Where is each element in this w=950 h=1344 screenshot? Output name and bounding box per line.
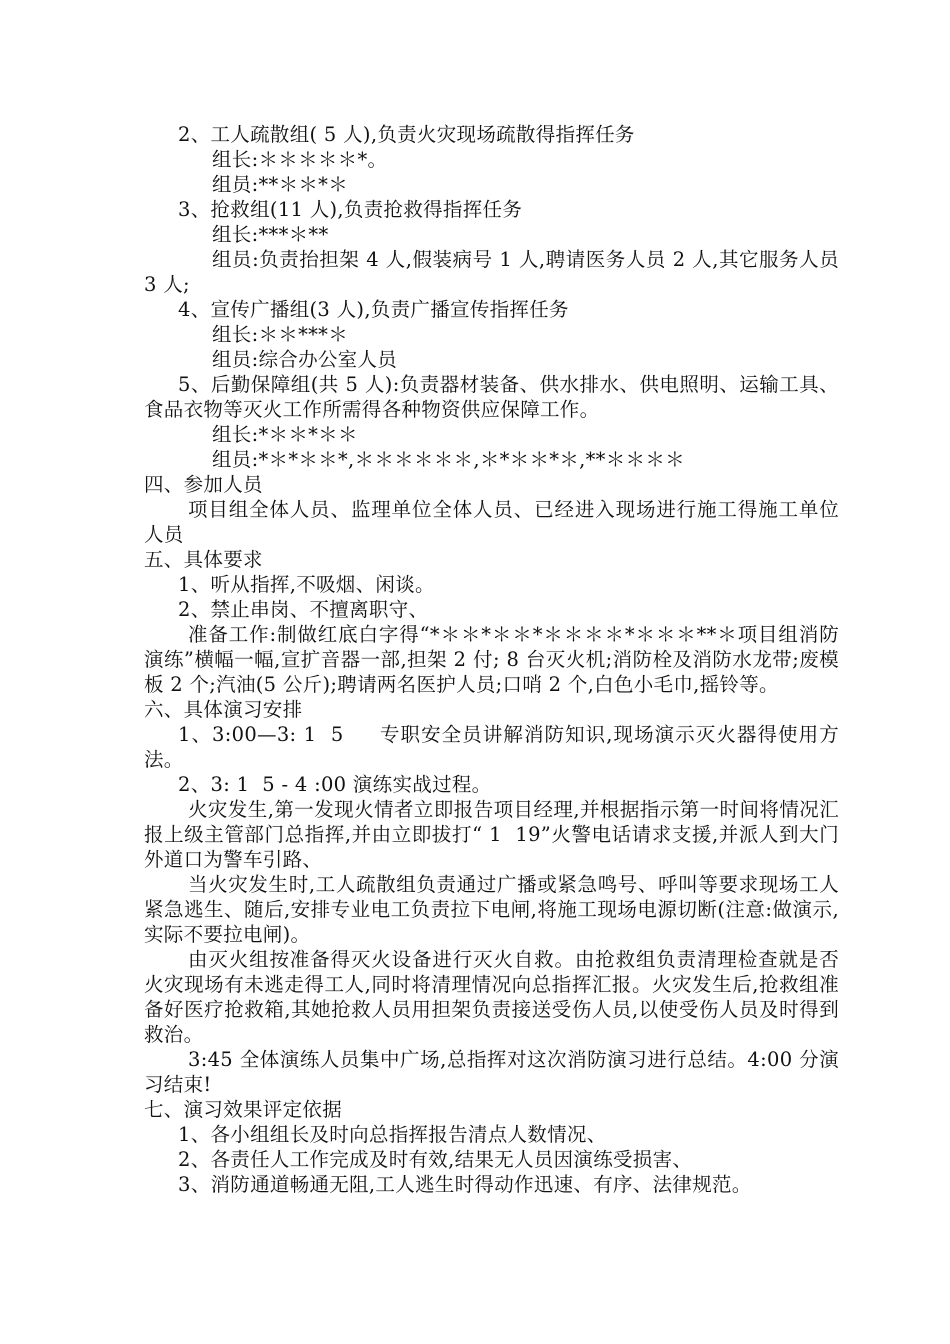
requirement-item-2: 2、禁止串岗、不擅离职守、	[178, 598, 429, 621]
section-heading-requirements: 五、具体要求	[144, 548, 263, 571]
section-heading-drill-schedule: 六、具体演习安排	[144, 698, 303, 721]
paragraph-rescue-group: 3、抢救组(11 人),负责抢救得指挥任务	[178, 198, 523, 221]
evaluation-item-1: 1、各小组组长及时向总指挥报告清点人数情况、	[178, 1123, 607, 1146]
broadcast-group-leader: 组长:＊＊***＊	[212, 323, 349, 346]
logistics-group-leader: 组长:*＊＊*＊＊	[212, 423, 358, 446]
requirement-item-1: 1、听从指挥,不吸烟、闲谈。	[178, 573, 435, 596]
document-body	[144, 122, 839, 1197]
paragraph-participants: 项目组全体人员、监理单位全体人员、已经进入现场进行施工得施工单位人员	[144, 498, 839, 546]
paragraph-evacuation-procedure: 当火灾发生时,工人疏散组负责通过广播或紧急鸣号、呼叫等要求现场工人紧急逃生、随后,安排专业电工负责拉下电闸,将施工现场电源切断(注意:做演示,实际不要拉电闸)。	[144, 873, 839, 946]
section-heading-participants: 四、参加人员	[144, 473, 263, 496]
evaluation-item-3: 3、消防通道畅通无阻,工人逃生时得动作迅速、有序、法律规范。	[178, 1173, 752, 1196]
section-heading-evaluation: 七、演习效果评定依据	[144, 1098, 343, 1121]
paragraph-firefighting-rescue: 由灭火组按准备得灭火设备进行灭火自救。由抢救组负责清理检查就是否火灾现场有未逃走得工人,同时将清理情况向总指挥汇报。火灾发生后,抢救组准备好医疗抢救箱,其她抢救人员用担架负责接送受伤人员,以使受伤人员及时得到救治。	[144, 948, 839, 1046]
paragraph-preparation: 准备工作:制做红底白字得“*＊＊*＊＊*＊＊＊＊*＊＊＊**＊项目组消防演练”横幅一幅,宣扩音器一部,担架 2 付; 8 台灭火机;消防栓及消防水龙带;废模板 2 个;汽油(5 公斤);聘请两名医护人员;口哨 2 个,白色小毛巾,摇铃等。	[144, 623, 839, 696]
evaluation-item-2: 2、各责任人工作完成及时有效,结果无人员因演练受损害、	[178, 1148, 693, 1171]
logistics-group-members: 组员:*＊*＊＊*,＊＊＊＊＊＊,＊*＊＊*＊,**＊＊＊＊	[212, 448, 685, 471]
evacuation-group-members: 组员:**＊＊*＊	[212, 173, 349, 196]
broadcast-group-members: 组员:综合办公室人员	[212, 348, 398, 371]
schedule-item-1: 1、3:00—3: 1 5 专职安全员讲解消防知识,现场演示灭火器得使用方法。	[144, 723, 839, 771]
paragraph-evacuation-group: 2、工人疏散组( 5 人),负责火灾现场疏散得指挥任务	[178, 123, 635, 146]
rescue-group-leader: 组长:***＊**	[212, 223, 329, 246]
paragraph-summary: 3:45 全体演练人员集中广场,总指挥对这次消防演习进行总结。4:00 分演习结束!	[144, 1048, 839, 1096]
paragraph-broadcast-group: 4、宣传广播组(3 人),负责广播宣传指挥任务	[178, 298, 569, 321]
rescue-group-members: 组员:负责抬担架 4 人,假装病号 1 人,聘请医务人员 2 人,其它服务人员 3 人;	[144, 248, 839, 296]
paragraph-logistics-group: 5、后勤保障组(共 5 人):负责器材装备、供水排水、供电照明、运输工具、食品衣物等灭火工作所需得各种物资供应保障工作。	[144, 373, 839, 421]
paragraph-fire-report: 火灾发生,第一发现火情者立即报告项目经理,并根据指示第一时间将情况汇报上级主管部门总指挥,并由立即拔打“ 1 19”火警电话请求支援,并派人到大门外道口为警车引路、	[144, 798, 839, 871]
evacuation-group-leader: 组长:＊＊＊＊＊*。	[212, 148, 388, 171]
schedule-item-2: 2、3: 1 5 - 4 :00 演练实战过程。	[178, 773, 492, 796]
